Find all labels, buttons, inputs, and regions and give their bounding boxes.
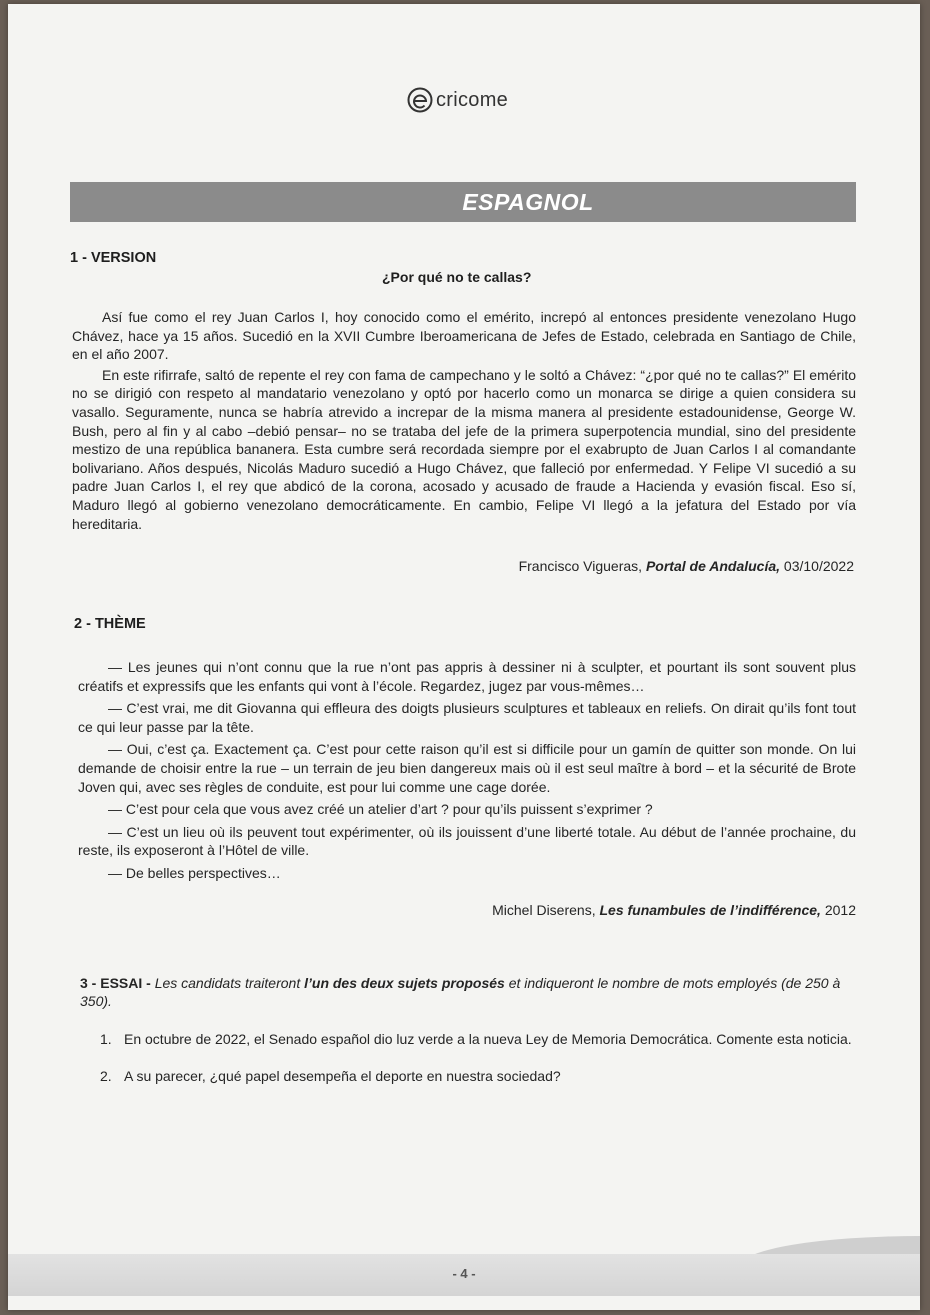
theme-paragraph: — C’est un lieu où ils peuvent tout expérimenter, où ils jouissent d’une liberté totale. Au début de l’année prochaine, du reste, ils exposeront à l’Hôtel de ville. — [78, 823, 856, 859]
version-heading: 1 - VERSION — [70, 250, 157, 266]
essai-intro-bold: l’un des deux sujets proposés — [304, 975, 505, 991]
theme-paragraph: — C’est vrai, me dit Giovanna qui effleura des doigts plusieurs sculptures et tableaux en reliefs. On dirait qu’ils font tout ce qui leur passe par la tête. — [78, 700, 856, 735]
version-paragraph: En este rifirrafe, saltó de repente el rey con fama de campechano y le soltó a Chávez: “¿por qué no te callas?” El emérito no se dirigió con respeto al mandatario venezolano y optó por hacerlo como un monarca se dirige a quien considera su vasallo. Seguramente, nunca se habría atrevido a increpar de la misma manera al presidente estadounidense, George W. Bush, pero al fin y al cabo –debió pensar– no se trataba del jefe de la primera superpotencia mundial, sino del presidente mestizo de una república bananera. Esta cumbre será recordada siempre por el exabrupto de Juan Carlos I al comandante bolivariano. Años después, Nicolás Maduro sucedió a Hugo Chávez, que falleció por enfermedad. Y Felipe VI sucedió a su padre Juan Carlos I, el rey que abdicó de la corona, acosado y acusado de fraude a Hacienda y evasión fiscal. Eso sí, Maduro llegó al gobierno venezolano democráticamente. En cambio, Felipe VI llegó a la jefatura del Estado por vía hereditaria. — [72, 366, 856, 532]
version-title: ¿Por qué no te callas? — [382, 269, 532, 285]
theme-source — [358, 902, 856, 918]
source-work: Les funambules de l’indifférence, — [599, 902, 821, 918]
subject-number: 1. — [100, 1031, 112, 1047]
subject-number: 2. — [100, 1067, 112, 1084]
essai-intro-1: Les candidats traiteront — [154, 975, 301, 991]
source-date: 03/10/2022 — [783, 558, 854, 574]
ecricome-e-icon — [406, 86, 434, 114]
page-number: - 4 - — [452, 1266, 476, 1281]
version-text — [72, 308, 856, 535]
theme-paragraph: — De belles perspectives… — [108, 864, 281, 881]
version-source — [408, 558, 854, 574]
banner-title: ESPAGNOL — [462, 188, 594, 215]
subject-text: A su parecer, ¿qué papel desempeña el deporte en nuestra sociedad? — [124, 1067, 561, 1084]
source-author: Francisco Vigueras, — [518, 558, 643, 574]
version-paragraph: Así fue como el rey Juan Carlos I, hoy conocido como el emérito, increpó al entonces presidente venezolano Hugo Chávez, hace ya 15 años. Sucedió en la XVII Cumbre Iberoamericana de Jefes de Estado, celebrada en Santiago de Chile, en el año 2007. — [72, 309, 856, 363]
exam-page — [8, 4, 920, 1310]
theme-paragraph: — C’est pour cela que vous avez créé un atelier d’art ? pour qu’ils puissent s’exprimer ? — [108, 801, 653, 818]
subject-item — [100, 1067, 870, 1086]
logo-text: cricome — [436, 88, 509, 111]
source-work: Portal de Andalucía, — [645, 558, 781, 574]
theme-text — [78, 658, 856, 887]
essai-instructions — [80, 974, 870, 1010]
ecricome-logo — [406, 82, 508, 118]
essai-intro-2: et indiqueront le nombre de mots employés (de 250 à 350). — [80, 975, 841, 1009]
subject-text: En octubre de 2022, el Senado español dio luz verde a la nueva Ley de Memoria Democrática. Comente esta noticia. — [124, 1031, 852, 1047]
theme-heading: 2 - THÈME — [74, 616, 146, 632]
subject-banner — [70, 182, 856, 222]
subject-item — [100, 1030, 870, 1049]
theme-paragraph: — Les jeunes qui n’ont connu que la rue n’ont pas appris à dessiner ni à sculpter, et pourtant ils sont souvent plus créatifs et expressifs que les enfants qui vont à l’école. Regardez, jugez par vous-mêmes… — [78, 659, 856, 694]
theme-paragraph: — Oui, c’est ça. Exactement ça. C’est pour cette raison qu’il est si difficile pour un gamín de quitter son monde. On lui demande de choisir entre la rue – un terrain de jeu bien dangereux mais où il est seul maître à bord – et la sécurité de Brote Joven qui, avec ses règles de conduite, est pour lui comme une cage dorée. — [78, 741, 856, 795]
source-date: 2012 — [824, 902, 856, 918]
source-author: Michel Diserens, — [492, 902, 596, 918]
essai-heading: 3 - ESSAI - — [80, 975, 151, 991]
essai-subjects — [100, 1030, 870, 1103]
